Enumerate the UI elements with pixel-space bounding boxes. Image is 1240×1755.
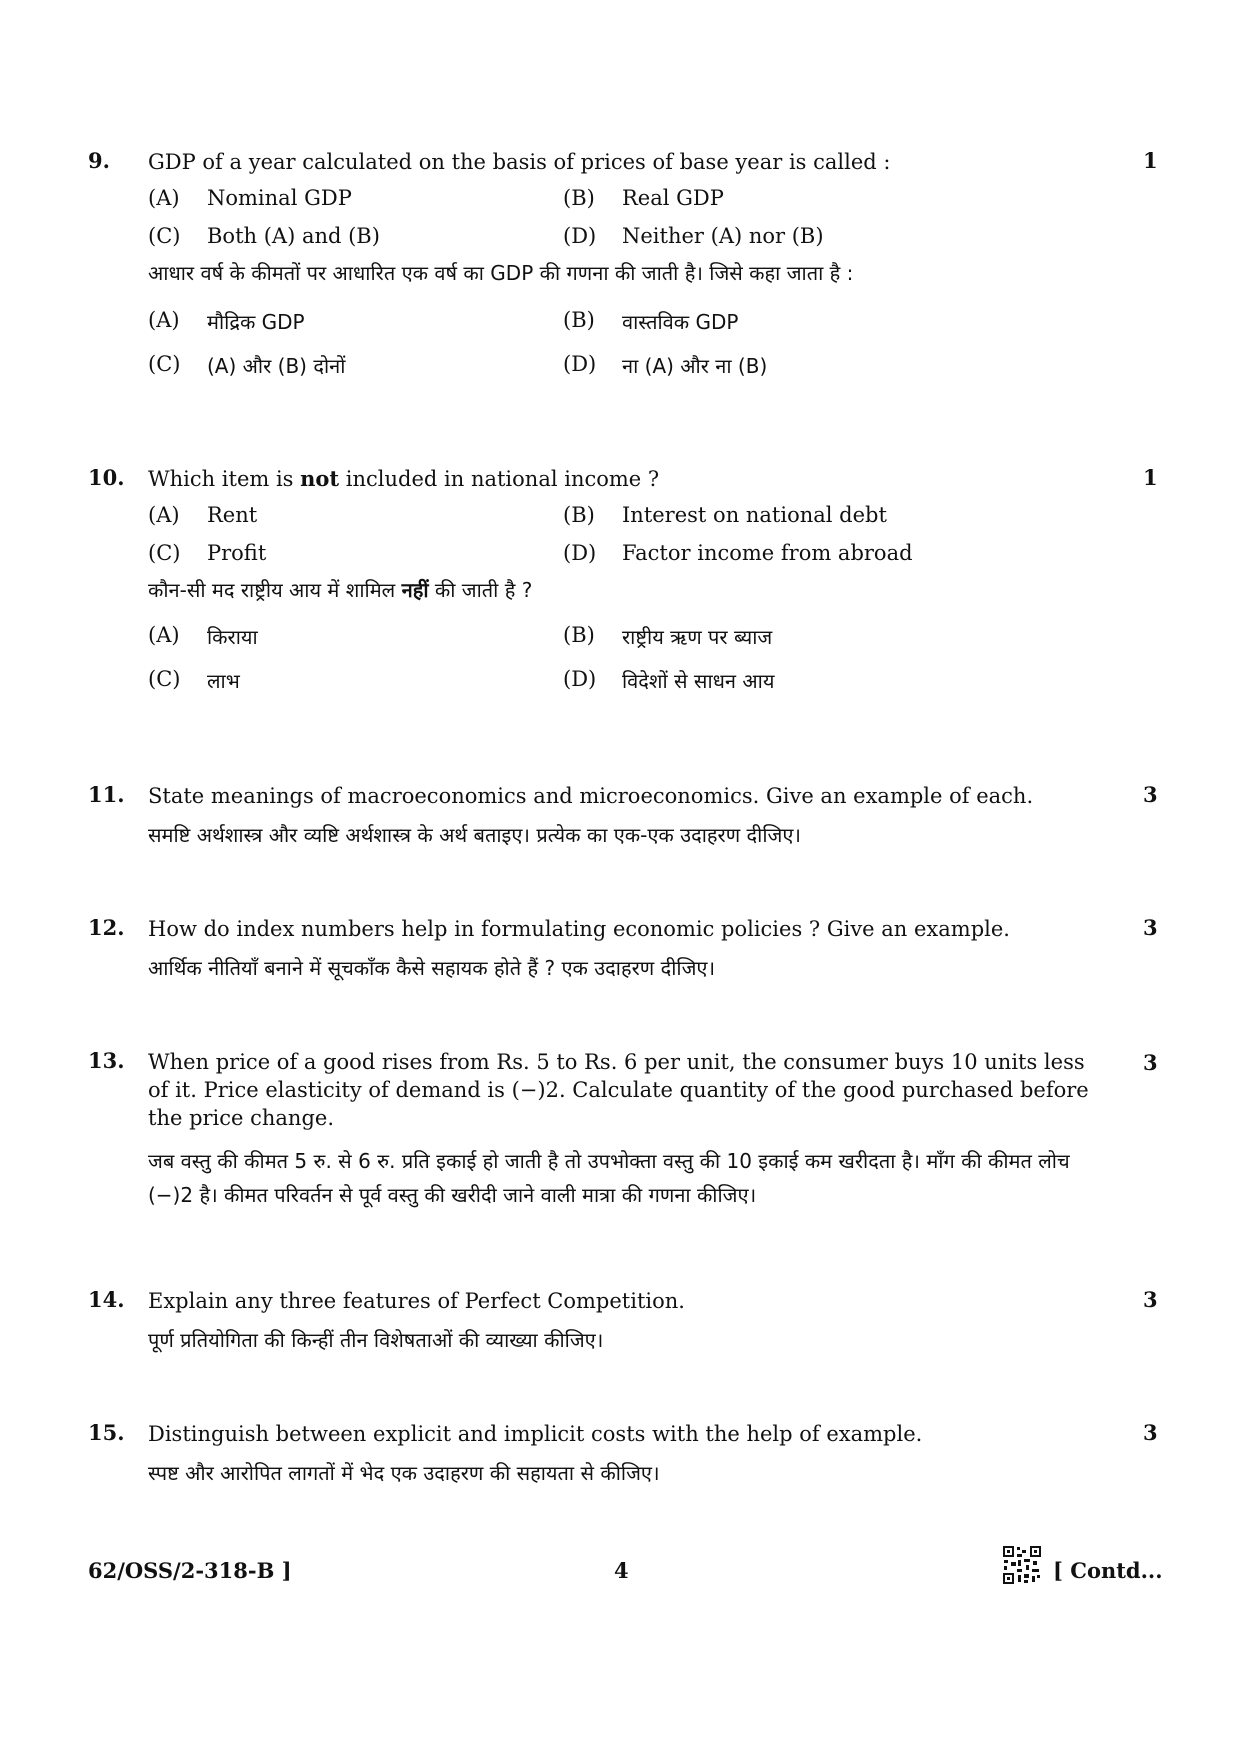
page-number: 4 [614,1558,629,1583]
paper-code: 62/OSS/2-318-B ] [88,1558,292,1583]
question-text-en: Explain any three features of Perfect Competition. [148,1289,685,1313]
question-marks: 1 [1143,465,1158,490]
question-text-hi: आधार वर्ष के कीमतों पर आधारित एक वर्ष का GDP की गणना की जाती है। जिसे कहा जाता है : [148,261,854,285]
question-text-hi: स्पष्ट और आरोपित लागतों में भेद एक उदाहरण की सहायता से कीजिए। [148,1461,660,1485]
question-text-hi: पूर्ण प्रतियोगिता की किन्हीं तीन विशेषताओं की व्याख्या कीजिए। [148,1328,604,1352]
question-text-en: When price of a good rises from Rs. 5 to Rs. 6 per unit, the consumer buys 10 units less of it. Price elasticity of demand is (−)2. Calculate quantity of the good purchased before the price change. [148,1050,1089,1130]
question-number: 10. [88,465,125,490]
question-marks: 3 [1143,1050,1158,1075]
question-text-en: Distinguish between explicit and implicit costs with the help of example. [148,1422,923,1446]
question-marks: 3 [1143,1420,1158,1445]
question-marks: 1 [1143,148,1158,173]
emphasis-nahin: नहीं [401,578,429,602]
contd-label: [ Contd... [1053,1558,1163,1583]
question-text-hi: जब वस्तु की कीमत 5 रु. से 6 रु. प्रति इकाई हो जाती है तो उपभोक्ता वस्तु की 10 इकाई कम खरीदता है। माँग की कीमत लोच (−)2 है। कीमत परिवर्तन से पूर्व वस्तु की खरीदी जाने वाली मात्रा की गणना कीजिए। [148,1149,1070,1207]
question-text-en: GDP of a year calculated on the basis of prices of base year is called : [148,150,891,174]
qr-code-icon [1002,1545,1042,1585]
question-marks: 3 [1143,782,1158,807]
question-number: 9. [88,148,110,173]
question-number: 12. [88,915,125,940]
emphasis-not: not [300,466,340,491]
question-text-en: Which item is not included in national income ? [148,466,660,491]
question-text-en: State meanings of macroeconomics and microeconomics. Give an example of each. [148,784,1034,808]
question-number: 13. [88,1048,125,1073]
question-number: 11. [88,782,125,807]
question-number: 14. [88,1287,125,1312]
question-number: 15. [88,1420,125,1445]
question-text-hi: समष्टि अर्थशास्त्र और व्यष्टि अर्थशास्त्र के अर्थ बताइए। प्रत्येक का एक-एक उदाहरण दीजिए। [148,823,801,847]
question-text-hi: कौन-सी मद राष्ट्रीय आय में शामिल नहीं की जाती है ? [148,578,533,602]
question-text-hi: आर्थिक नीतियाँ बनाने में सूचकाँक कैसे सहायक होते हैं ? एक उदाहरण दीजिए। [148,956,716,980]
question-marks: 3 [1143,1287,1158,1312]
question-marks: 3 [1143,915,1158,940]
question-text-en: How do index numbers help in formulating economic policies ? Give an example. [148,917,1010,941]
